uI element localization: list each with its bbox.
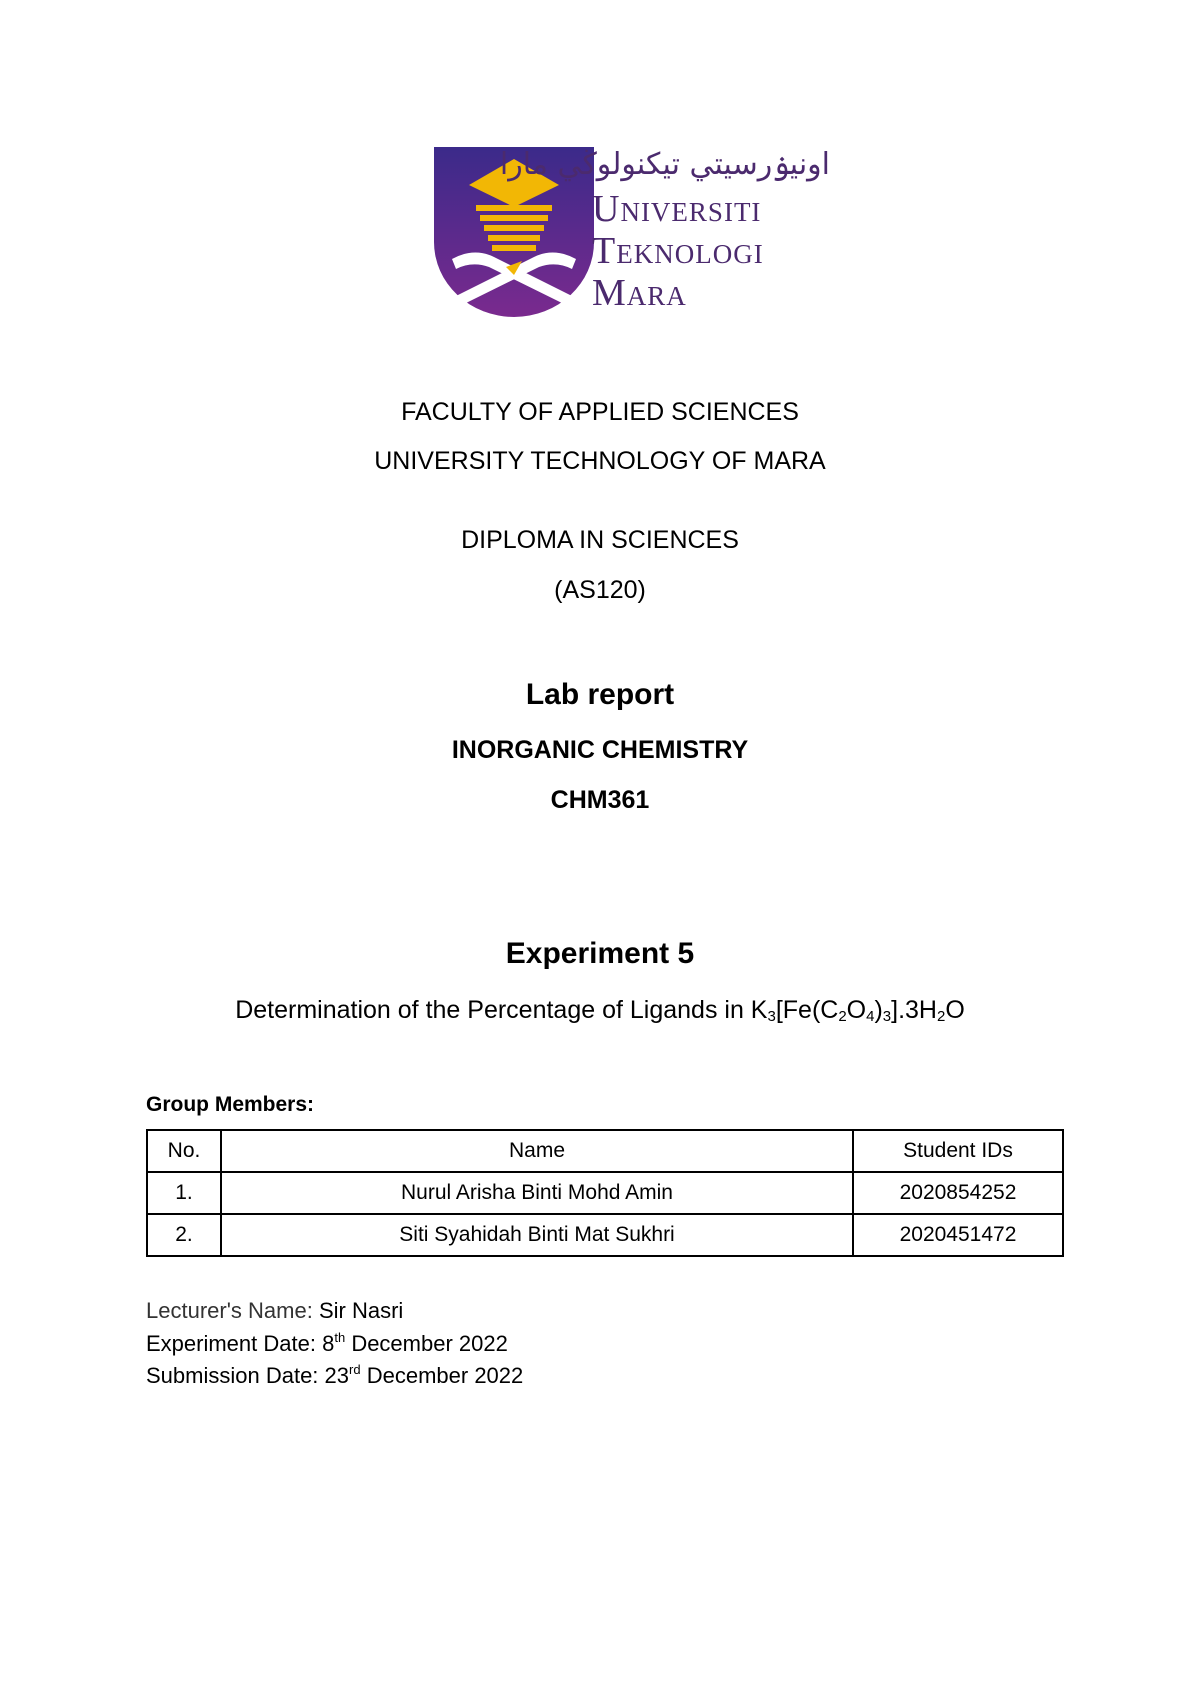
experiment-date-suffix: th: [334, 1330, 346, 1345]
experiment-date-day: 8: [322, 1331, 335, 1356]
logo-word-teknologi: Teknologi: [592, 230, 764, 272]
submission-date-day: 23: [324, 1363, 350, 1388]
experiment-date-rest: December 2022: [351, 1331, 508, 1356]
course-subject: INORGANIC CHEMISTRY: [451, 736, 749, 764]
experiment-date-label: Experiment Date:: [146, 1331, 316, 1356]
member-student-id: 2020854252: [853, 1172, 1063, 1214]
submission-date-line: [146, 1362, 523, 1389]
report-type: Lab report: [525, 678, 675, 711]
column-header-no: No.: [147, 1130, 221, 1172]
lecturer-line: [146, 1298, 403, 1324]
member-name: Nurul Arisha Binti Mohd Amin: [221, 1172, 853, 1214]
logo-word-mara: Mara: [592, 272, 687, 314]
submission-date-label: Submission Date:: [146, 1363, 319, 1388]
program-code: (AS120): [554, 576, 646, 604]
experiment-title: Determination of the Percentage of Ligands in $K_3[Fe(C_2O_4)_3].3H_2O$: [235, 996, 965, 1025]
table-row: [147, 1172, 1063, 1214]
experiment-heading: Experiment 5: [505, 937, 695, 970]
group-members-table: [146, 1129, 1064, 1257]
group-members-label: Group Members:: [146, 1093, 315, 1116]
faculty-name: FACULTY OF APPLIED SCIENCES: [401, 398, 799, 426]
member-no: 2.: [147, 1214, 221, 1256]
lecturer-value: Sir Nasri: [318, 1298, 404, 1323]
logo-word-universiti: Universiti: [592, 188, 762, 230]
lecturer-label: Lecturer's Name:: [146, 1298, 313, 1323]
university-name: UNIVERSITY TECHNOLOGY OF MARA: [374, 447, 826, 475]
logo-jawi-text: اونيۏرسيتي تيكنولوڬي مارا: [499, 147, 830, 182]
table-row: [147, 1214, 1063, 1256]
table-header-row: [147, 1130, 1063, 1172]
member-student-id: 2020451472: [853, 1214, 1063, 1256]
member-no: 1.: [147, 1172, 221, 1214]
program-name: DIPLOMA IN SCIENCES: [461, 526, 739, 554]
submission-date-rest: December 2022: [366, 1363, 524, 1388]
member-name: Siti Syahidah Binti Mat Sukhri: [221, 1214, 853, 1256]
university-logo: [434, 147, 844, 317]
column-header-student-ids: Student IDs: [853, 1130, 1063, 1172]
experiment-date-line: [146, 1330, 508, 1357]
course-code: CHM361: [550, 786, 650, 814]
column-header-name: Name: [221, 1130, 853, 1172]
submission-date-suffix: rd: [349, 1362, 361, 1377]
